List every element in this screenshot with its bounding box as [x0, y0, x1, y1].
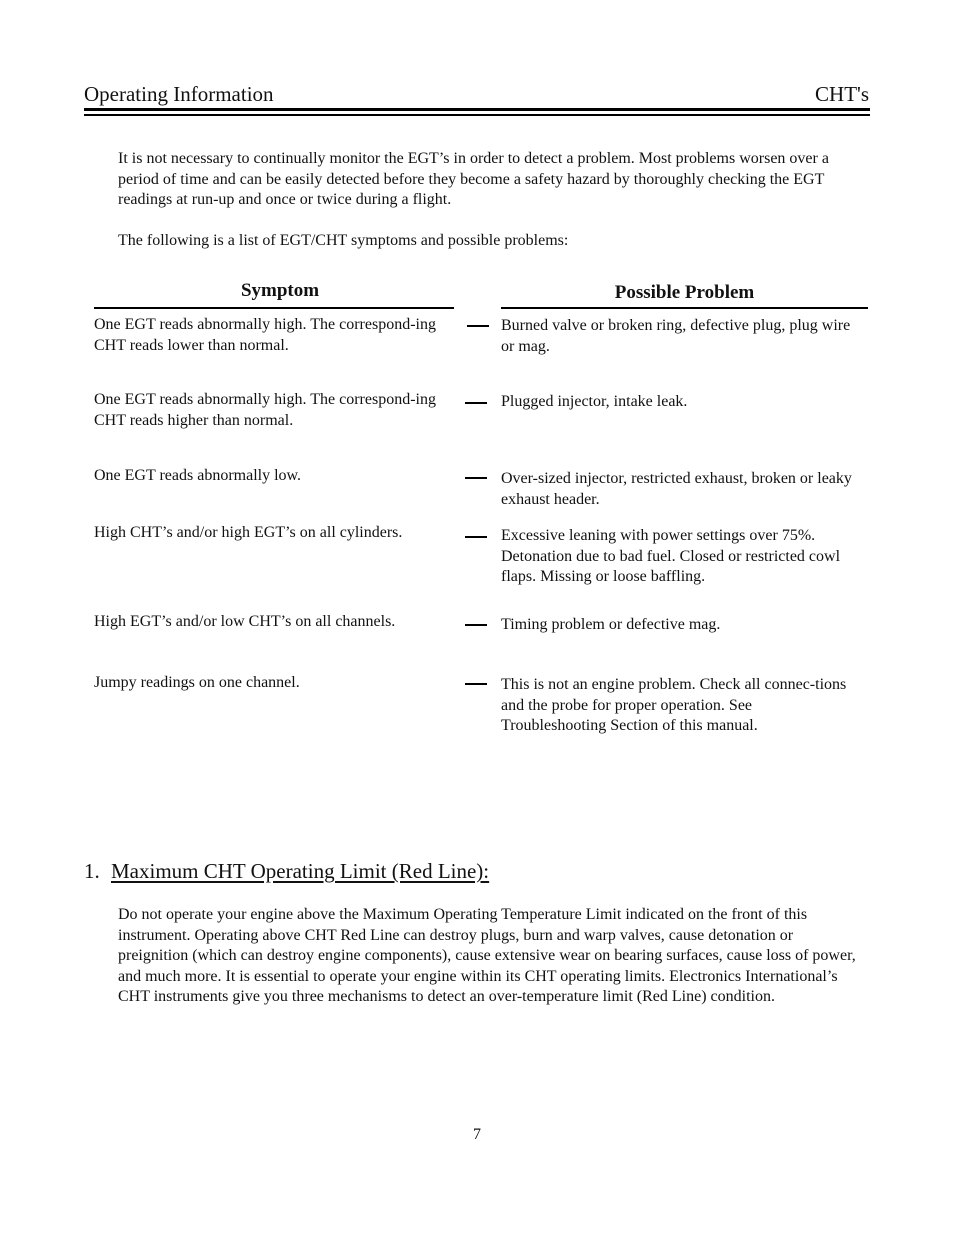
- row-dash: [465, 683, 487, 685]
- problem-cell: This is not an engine problem. Check all connec-tions and the probe for proper operation. See Troubleshooting Section of this manual.: [501, 676, 847, 735]
- problem-cell: Burned valve or broken ring, defective plug, plug wire or mag.: [501, 317, 851, 355]
- problem-header-rule: [501, 307, 868, 309]
- symptom-column-header: Symptom: [240, 280, 320, 301]
- problem-cell: Over-sized injector, restricted exhaust, broken or leaky exhaust header.: [501, 470, 852, 508]
- header-rule-thick: [84, 108, 870, 111]
- row-dash: [465, 536, 487, 538]
- symptom-cell: High CHT’s and/or high EGT’s on all cylinders.: [94, 524, 403, 541]
- problem-cell: Excessive leaning with power settings over 75%. Detonation due to bad fuel. Closed or restricted cowl flaps. Missing or loose baffling.: [501, 527, 841, 586]
- section-heading: [84, 859, 489, 884]
- problem-column-header: Possible Problem: [614, 282, 755, 303]
- symptom-cell: One EGT reads abnormally high. The correspond-ing CHT reads higher than normal.: [94, 391, 436, 429]
- header-rule-thin: [84, 114, 870, 116]
- section-paragraph: Do not operate your engine above the Maximum Operating Temperature Limit indicated on the front of this instrument. Operating above CHT Red Line can destroy plugs, burn and warp valves, cause detonation or preignition (which can destroy engine components), cause extensive wear on bearing surfaces, cause loss of power, and much more. It is essential to operate your engine within its CHT operating limits. Electronics International’s CHT instruments give you three mechanisms to detect an over-temperature limit (Red Line) condition.: [118, 906, 856, 1006]
- row-dash: [465, 477, 487, 479]
- header-section-title: Operating Information: [84, 82, 274, 106]
- intro-list-lead: The following is a list of EGT/CHT symptoms and possible problems:: [118, 232, 569, 249]
- intro-paragraph: It is not necessary to continually monitor the EGT’s in order to detect a problem. Most problems worsen over a period of time and can be easily detected before they become a safety hazard by thoroughly checking the EGT readings at run-up and once or twice during a flight.: [118, 150, 829, 209]
- symptom-cell: One EGT reads abnormally high. The correspond-ing CHT reads lower than normal.: [94, 316, 436, 354]
- section-title: Maximum CHT Operating Limit (Red Line):: [111, 859, 490, 883]
- row-dash: [467, 325, 489, 327]
- header-chapter-title: CHT's: [815, 82, 869, 106]
- problem-cell: Plugged injector, intake leak.: [501, 393, 688, 410]
- symptom-cell: Jumpy readings on one channel.: [94, 674, 300, 691]
- row-dash: [465, 624, 487, 626]
- section-number: 1.: [84, 859, 100, 883]
- symptom-header-rule: [94, 307, 454, 309]
- symptom-cell: One EGT reads abnormally low.: [94, 467, 302, 484]
- page-number: 7: [473, 1126, 481, 1143]
- symptom-cell: High EGT’s and/or low CHT’s on all channels.: [94, 613, 396, 630]
- problem-cell: Timing problem or defective mag.: [501, 616, 721, 633]
- row-dash: [465, 402, 487, 404]
